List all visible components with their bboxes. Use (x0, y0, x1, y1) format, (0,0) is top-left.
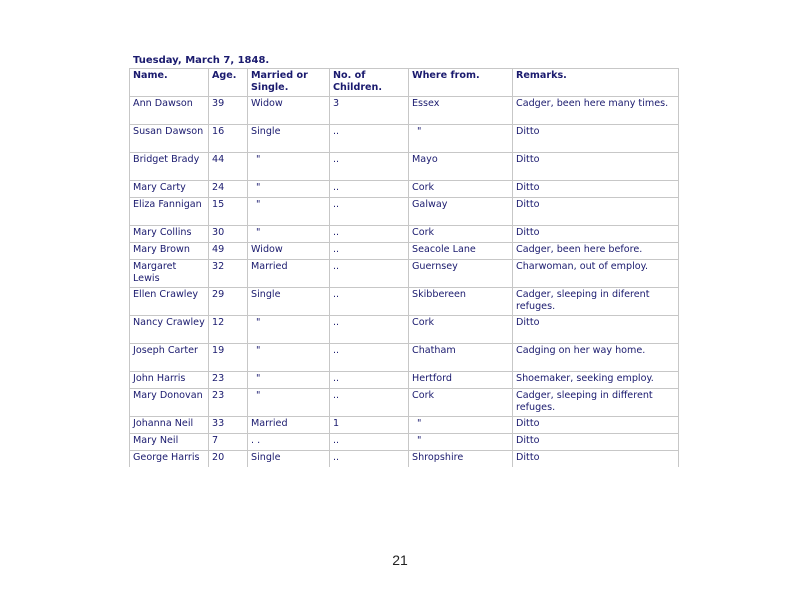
cell-age: 39 (208, 96, 247, 124)
cell-name: George Harris (129, 450, 208, 467)
cell-remarks: Ditto (512, 124, 679, 152)
cell-no-of-children: 3 (329, 96, 408, 124)
cell-where-from: Galway (408, 197, 512, 225)
cell-married-or-single: Married (247, 416, 329, 433)
header-name: Name. (129, 68, 208, 96)
cell-age: 23 (208, 388, 247, 416)
cell-remarks: Ditto (512, 416, 679, 433)
cell-name: Joseph Carter (129, 343, 208, 371)
cell-name: Nancy Crawley (129, 315, 208, 343)
cell-age: 7 (208, 433, 247, 450)
cell-remarks: Cadger, been here before. (512, 242, 679, 259)
table-row (129, 343, 679, 371)
cell-age: 15 (208, 197, 247, 225)
cell-no-of-children: 1 (329, 416, 408, 433)
cell-married-or-single: Married (247, 259, 329, 287)
cell-age: 30 (208, 225, 247, 242)
cell-no-of-children: .. (329, 124, 408, 152)
table-body (129, 96, 679, 467)
table-row (129, 450, 679, 467)
cell-remarks: Ditto (512, 152, 679, 180)
cell-where-from: Seacole Lane (408, 242, 512, 259)
cell-name: Johanna Neil (129, 416, 208, 433)
cell-age: 32 (208, 259, 247, 287)
cell-where-from: Skibbereen (408, 287, 512, 315)
cell-age: 20 (208, 450, 247, 467)
cell-no-of-children: .. (329, 433, 408, 450)
cell-name: John Harris (129, 371, 208, 388)
cell-name: Ann Dawson (129, 96, 208, 124)
cell-no-of-children: .. (329, 152, 408, 180)
cell-remarks: Shoemaker, seeking employ. (512, 371, 679, 388)
cell-remarks: Cadger, sleeping in different refuges. (512, 388, 679, 416)
cell-where-from: " (408, 433, 512, 450)
cell-where-from: Cork (408, 388, 512, 416)
cell-name: Margaret Lewis (129, 259, 208, 287)
cell-married-or-single: Single (247, 287, 329, 315)
cell-married-or-single: " (247, 343, 329, 371)
table-row (129, 388, 679, 416)
cell-no-of-children: .. (329, 450, 408, 467)
cell-name: Ellen Crawley (129, 287, 208, 315)
cell-married-or-single: " (247, 371, 329, 388)
header-age: Age. (208, 68, 247, 96)
cell-age: 29 (208, 287, 247, 315)
cell-where-from: Mayo (408, 152, 512, 180)
cell-remarks: Ditto (512, 225, 679, 242)
cell-name: Bridget Brady (129, 152, 208, 180)
cell-age: 19 (208, 343, 247, 371)
table-row (129, 287, 679, 315)
table-row (129, 371, 679, 388)
cell-age: 49 (208, 242, 247, 259)
cell-where-from: " (408, 416, 512, 433)
cell-where-from: Essex (408, 96, 512, 124)
cell-no-of-children: .. (329, 343, 408, 371)
cell-remarks: Cadger, sleeping in diferent refuges. (512, 287, 679, 315)
table-row (129, 124, 679, 152)
cell-married-or-single: . . (247, 433, 329, 450)
cell-no-of-children: .. (329, 287, 408, 315)
cell-age: 24 (208, 180, 247, 197)
cell-no-of-children: .. (329, 242, 408, 259)
cell-name: Mary Carty (129, 180, 208, 197)
header-remarks: Remarks. (512, 68, 679, 96)
table-row (129, 197, 679, 225)
cell-remarks: Ditto (512, 197, 679, 225)
cell-where-from: Cork (408, 225, 512, 242)
cell-name: Eliza Fannigan (129, 197, 208, 225)
cell-age: 33 (208, 416, 247, 433)
cell-age: 23 (208, 371, 247, 388)
cell-remarks: Ditto (512, 315, 679, 343)
cell-where-from: Chatham (408, 343, 512, 371)
cell-married-or-single: Single (247, 450, 329, 467)
table-row (129, 242, 679, 259)
table-row (129, 433, 679, 450)
cell-married-or-single: " (247, 315, 329, 343)
header-married-or-single: Married or Single. (247, 68, 329, 96)
cell-married-or-single: " (247, 152, 329, 180)
table-row (129, 180, 679, 197)
cell-remarks: Charwoman, out of employ. (512, 259, 679, 287)
cell-no-of-children: .. (329, 225, 408, 242)
cell-married-or-single: Single (247, 124, 329, 152)
census-table-image (129, 54, 679, 467)
cell-where-from: Cork (408, 180, 512, 197)
header-where-from: Where from. (408, 68, 512, 96)
cell-no-of-children: .. (329, 180, 408, 197)
cell-where-from: " (408, 124, 512, 152)
cell-married-or-single: " (247, 197, 329, 225)
table-row (129, 96, 679, 124)
header-no-of-children: No. of Children. (329, 68, 408, 96)
cell-name: Mary Neil (129, 433, 208, 450)
cell-age: 44 (208, 152, 247, 180)
table-row (129, 152, 679, 180)
table-row (129, 225, 679, 242)
census-table (129, 68, 679, 467)
cell-no-of-children: .. (329, 371, 408, 388)
cell-name: Susan Dawson (129, 124, 208, 152)
cell-married-or-single: " (247, 225, 329, 242)
cell-age: 16 (208, 124, 247, 152)
cell-name: Mary Donovan (129, 388, 208, 416)
cell-remarks: Ditto (512, 433, 679, 450)
cell-no-of-children: .. (329, 197, 408, 225)
table-caption: Tuesday, March 7, 1848. (133, 55, 270, 66)
page-number: 21 (392, 552, 408, 568)
cell-married-or-single: " (247, 180, 329, 197)
table-row (129, 315, 679, 343)
cell-married-or-single: " (247, 388, 329, 416)
cell-no-of-children: .. (329, 259, 408, 287)
cell-age: 12 (208, 315, 247, 343)
cell-where-from: Guernsey (408, 259, 512, 287)
cell-married-or-single: Widow (247, 242, 329, 259)
cell-remarks: Cadging on her way home. (512, 343, 679, 371)
cell-where-from: Shropshire (408, 450, 512, 467)
cell-remarks: Ditto (512, 450, 679, 467)
cell-where-from: Hertford (408, 371, 512, 388)
cell-remarks: Cadger, been here many times. (512, 96, 679, 124)
header-row (129, 68, 679, 96)
cell-name: Mary Brown (129, 242, 208, 259)
cell-where-from: Cork (408, 315, 512, 343)
cell-no-of-children: .. (329, 388, 408, 416)
table-row (129, 416, 679, 433)
cell-remarks: Ditto (512, 180, 679, 197)
cell-no-of-children: .. (329, 315, 408, 343)
table-row (129, 259, 679, 287)
cell-name: Mary Collins (129, 225, 208, 242)
cell-married-or-single: Widow (247, 96, 329, 124)
